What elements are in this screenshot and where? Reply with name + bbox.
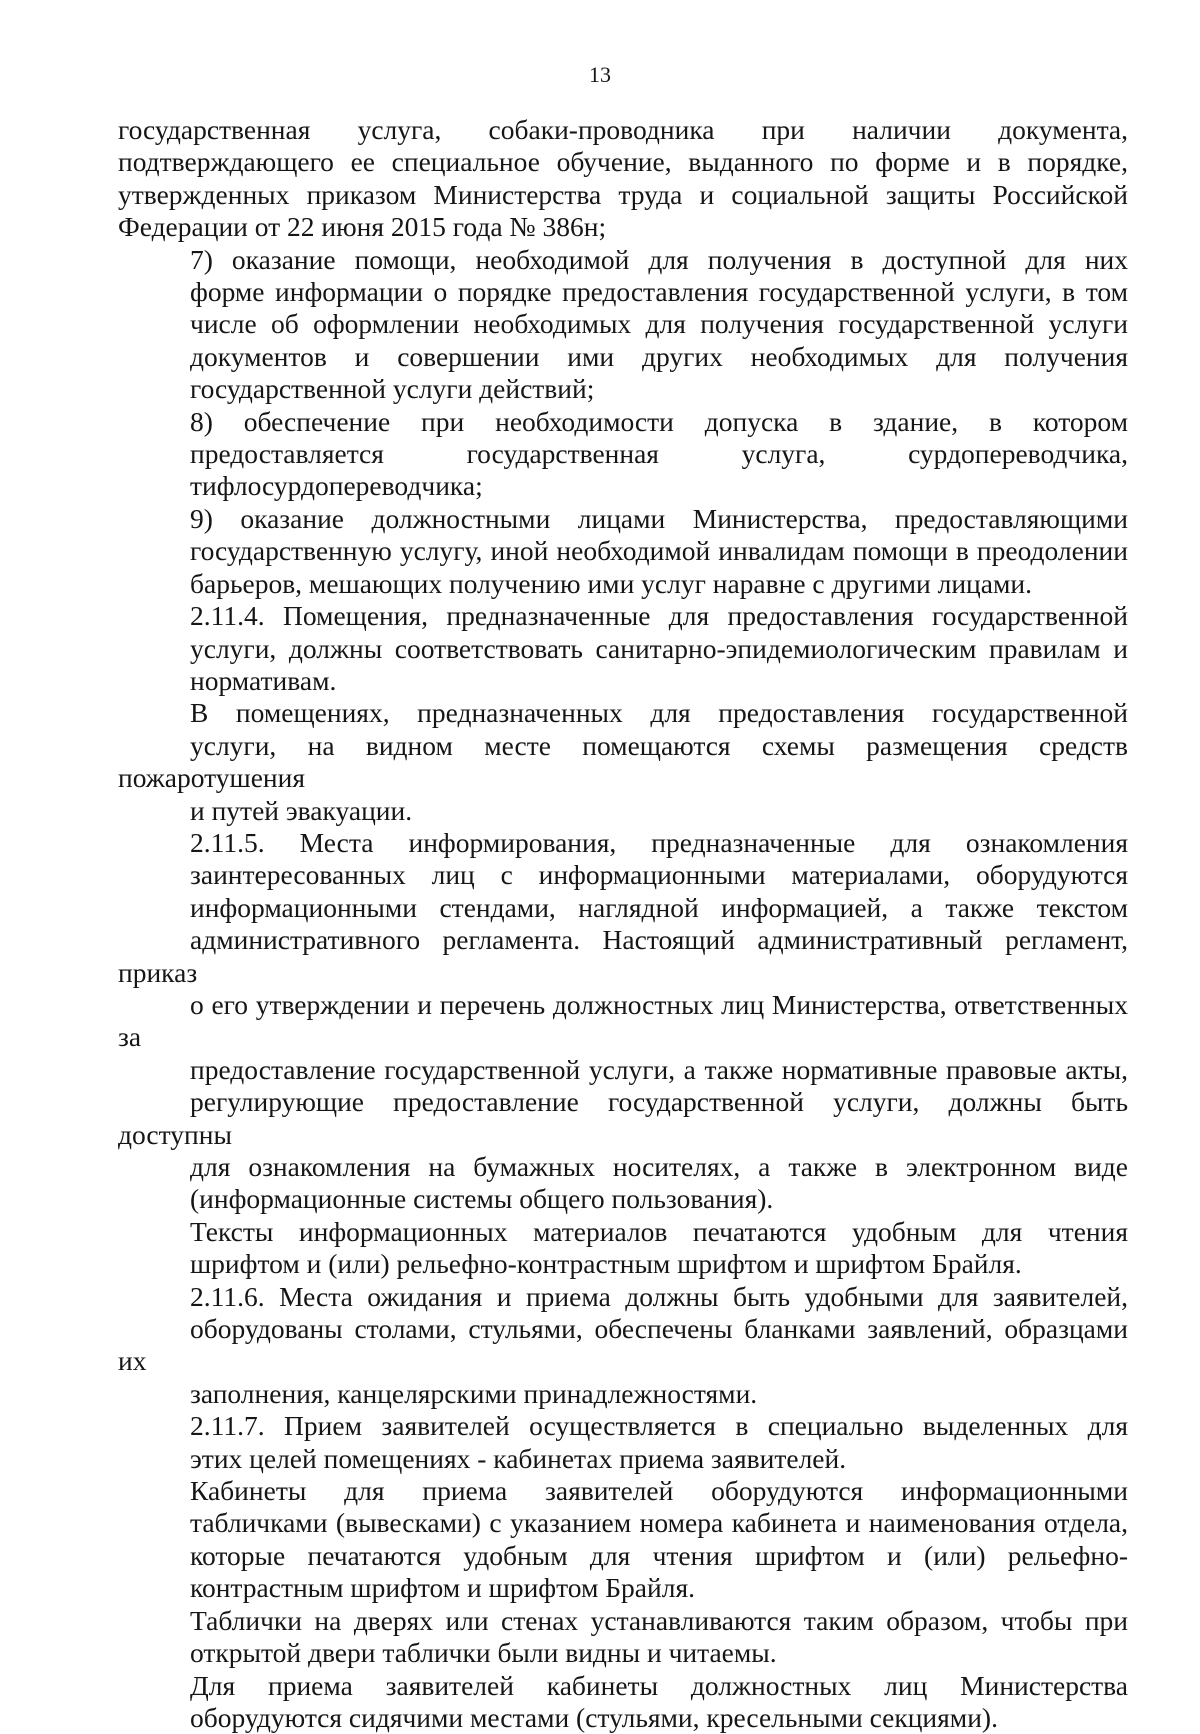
- paragraph: [118, 1670, 1128, 1734]
- text-line: 2.11.6. Места ожидания и приема должны быть удобными для заявителей,: [118, 1281, 1128, 1313]
- text-line: которые печатаются удобным для чтения шрифтом и (или) рельефно-: [118, 1540, 1128, 1572]
- text-line: тифлосурдопереводчика;: [118, 470, 1128, 502]
- paragraph: [118, 503, 1128, 600]
- text-line: Федерации от 22 июня 2015 года № 386н;: [118, 211, 1128, 243]
- text-line: государственная услуга, собаки-проводника при наличии документа,: [118, 114, 1128, 146]
- text-line: контрастным шрифтом и шрифтом Брайля.: [118, 1572, 1128, 1604]
- text-line: этих целей помещениях - кабинетах приема заявителей.: [118, 1443, 1128, 1475]
- text-line: В помещениях, предназначенных для предоставления государственной: [118, 697, 1128, 729]
- text-line: (информационные системы общего пользования).: [118, 1183, 1128, 1215]
- page-number: 13: [0, 62, 1200, 88]
- text-line: нормативам.: [118, 665, 1128, 697]
- text-line: заполнения, канцелярскими принадлежностями.: [118, 1378, 1128, 1410]
- paragraph: [118, 827, 1128, 1216]
- text-line: открытой двери таблички были видны и читаемы.: [118, 1637, 1128, 1669]
- text-line: оборудуются сидячими местами (стульями, кресельными секциями).: [118, 1702, 1128, 1734]
- paragraph: [118, 697, 1128, 827]
- paragraph: [118, 244, 1128, 406]
- text-line: Таблички на дверях или стенах устанавливаются таким образом, чтобы при: [118, 1605, 1128, 1637]
- text-line: 2.11.5. Места информирования, предназначенные для ознакомления: [118, 827, 1128, 859]
- text-line: и путей эвакуации.: [118, 795, 1128, 827]
- text-line: предоставление государственной услуги, а также нормативные правовые акты,: [118, 1054, 1128, 1086]
- text-line: регулирующие предоставление государственной услуги, должны быть доступны: [118, 1086, 1128, 1151]
- text-line: утвержденных приказом Министерства труда и социальной защиты Российской: [118, 179, 1128, 211]
- text-line: 2.11.7. Прием заявителей осуществляется в специально выделенных для: [118, 1410, 1128, 1442]
- text-line: Для приема заявителей кабинеты должностных лиц Министерства: [118, 1670, 1128, 1702]
- paragraph: [118, 1475, 1128, 1605]
- paragraph: [118, 1605, 1128, 1670]
- paragraph: [118, 406, 1128, 503]
- text-line: барьеров, мешающих получению ими услуг наравне с другими лицами.: [118, 568, 1128, 600]
- text-line: информационными стендами, наглядной информацией, а также текстом: [118, 892, 1128, 924]
- text-line: предоставляется государственная услуга, сурдопереводчика,: [118, 438, 1128, 470]
- text-line: 2.11.4. Помещения, предназначенные для предоставления государственной: [118, 600, 1128, 632]
- text-line: 8) обеспечение при необходимости допуска в здание, в котором: [118, 406, 1128, 438]
- paragraph: [118, 1410, 1128, 1475]
- text-line: документов и совершении ими других необходимых для получения: [118, 341, 1128, 373]
- text-line: заинтересованных лиц с информационными материалами, оборудуются: [118, 859, 1128, 891]
- text-line: государственной услуги действий;: [118, 373, 1128, 405]
- text-line: форме информации о порядке предоставления государственной услуги, в том: [118, 276, 1128, 308]
- text-line: услуги, должны соответствовать санитарно-эпидемиологическим правилам и: [118, 633, 1128, 665]
- text-line: для ознакомления на бумажных носителях, а также в электронном виде: [118, 1151, 1128, 1183]
- paragraph: [118, 600, 1128, 697]
- paragraph: [118, 114, 1128, 244]
- text-line: оборудованы столами, стульями, обеспечены бланками заявлений, образцами их: [118, 1313, 1128, 1378]
- text-line: Тексты информационных материалов печатаются удобным для чтения: [118, 1216, 1128, 1248]
- text-line: государственную услугу, иной необходимой инвалидам помощи в преодолении: [118, 535, 1128, 567]
- text-line: подтверждающего ее специальное обучение, выданного по форме и в порядке,: [118, 146, 1128, 178]
- text-line: табличками (вывесками) с указанием номера кабинета и наименования отдела,: [118, 1507, 1128, 1539]
- text-line: 7) оказание помощи, необходимой для получения в доступной для них: [118, 244, 1128, 276]
- text-line: 9) оказание должностными лицами Министерства, предоставляющими: [118, 503, 1128, 535]
- text-line: услуги, на видном месте помещаются схемы размещения средств пожаротушения: [118, 730, 1128, 795]
- text-line: шрифтом и (или) рельефно-контрастным шрифтом и шрифтом Брайля.: [118, 1248, 1128, 1280]
- text-line: Кабинеты для приема заявителей оборудуются информационными: [118, 1475, 1128, 1507]
- text-line: числе об оформлении необходимых для получения государственной услуги: [118, 308, 1128, 340]
- paragraph: [118, 1216, 1128, 1281]
- text-line: административного регламента. Настоящий административный регламент, приказ: [118, 924, 1128, 989]
- document-body: [118, 114, 1128, 1734]
- text-line: о его утверждении и перечень должностных лиц Министерства, ответственных за: [118, 989, 1128, 1054]
- paragraph: [118, 1281, 1128, 1411]
